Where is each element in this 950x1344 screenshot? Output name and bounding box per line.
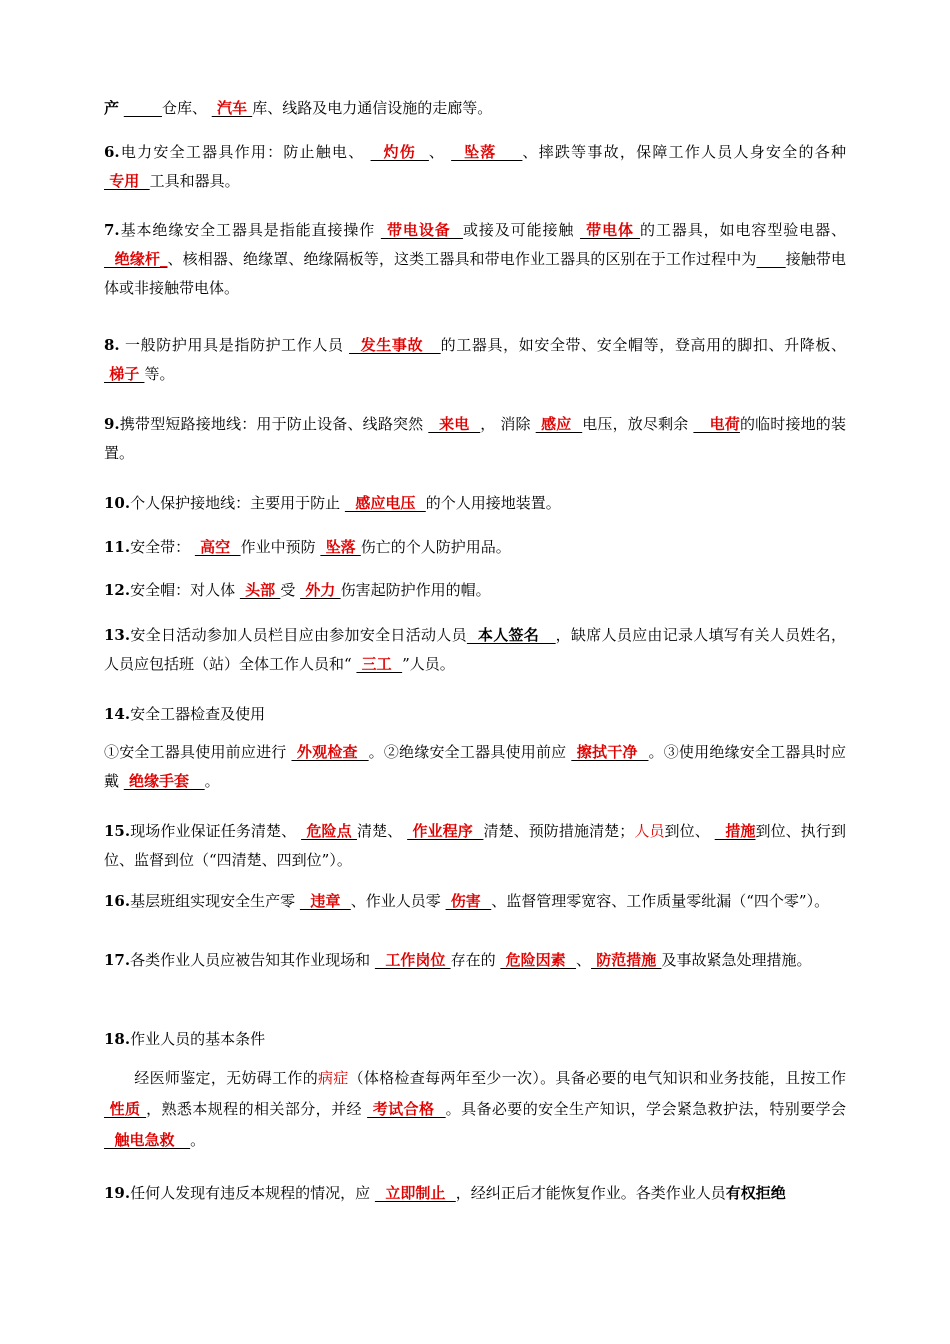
answer: 伤害 — [445, 892, 492, 910]
paragraph-9 — [104, 410, 846, 468]
text: 、摔跌等事故，保障工作人员人身安全的各种 — [522, 143, 846, 161]
answer: 外力 — [300, 581, 341, 599]
text: 到位、执行到位、监督到位（“四清楚、四到位”）。 — [104, 822, 846, 869]
paragraph-12 — [104, 576, 846, 605]
answer: 措施 — [714, 822, 756, 840]
text: 电压，放尽剩余 — [582, 415, 694, 433]
answer: 考试合格 — [367, 1100, 446, 1118]
text: 到位、 — [664, 822, 715, 840]
text: 各类作业人员应被告知其作业现场和 — [130, 951, 375, 969]
text: 。 — [190, 1131, 206, 1149]
item-number: 13. — [104, 626, 131, 644]
answer: 电荷 — [693, 415, 740, 433]
item-number: 17. — [104, 951, 131, 969]
answer: 危险点 — [301, 822, 357, 840]
text: 。③使用绝缘安全工器具时应戴 — [104, 743, 846, 790]
paragraph-16 — [104, 889, 846, 913]
text: 任何人发现有违反本规程的情况，应 — [130, 1184, 375, 1202]
item-number: 6. — [104, 143, 120, 161]
answer: 发生事故 — [349, 336, 441, 354]
text: 及事故紧急处理措施。 — [661, 951, 812, 969]
item-number: 16. — [104, 892, 131, 910]
answer: 头部 — [239, 581, 281, 599]
red-text: 病症 — [318, 1069, 349, 1087]
item-number: 15. — [104, 822, 131, 840]
answer: 触电急救 — [104, 1131, 191, 1149]
text: 作业人员的基本条件 — [130, 1030, 266, 1048]
paragraph-19 — [104, 1179, 846, 1208]
text: 。②绝缘安全工器具使用前应 — [368, 743, 572, 761]
answer: 梯子 — [104, 365, 145, 383]
paragraph-7 — [104, 216, 846, 303]
text: 基本绝缘安全工器具是指能直接操作 — [119, 221, 381, 239]
answer: 高空 — [194, 538, 241, 556]
text: 仓库、 — [161, 99, 212, 117]
text: 、作业人员零 — [350, 892, 446, 910]
answer: 感应电压 — [344, 494, 426, 512]
answer: 绝缘手套 — [123, 772, 205, 790]
lead-word: 产 — [104, 99, 120, 117]
text: 的临时接地的装置。 — [104, 415, 846, 462]
text: ①安全工器具使用前应进行 — [104, 743, 292, 761]
answer: 本人签名 — [466, 626, 556, 644]
answer: 危险因素 — [500, 951, 577, 969]
text: ，经纠正后才能恢复作业。各类作业人员 — [455, 1184, 726, 1202]
paragraph-5-tail — [104, 94, 846, 123]
text: 库、线路及电力通信设施的走廊等。 — [252, 99, 493, 117]
item-number: 8. — [104, 336, 120, 354]
text: 或接及可能接触 — [462, 221, 581, 239]
text: 、监督管理零宽容、工作质量零纰漏（“四个零”）。 — [491, 892, 830, 910]
item-number: 11. — [104, 538, 131, 556]
text: 安全带： — [130, 538, 195, 556]
text: 、 — [576, 951, 592, 969]
answer: 违章 — [299, 892, 351, 910]
text: ， 消除 — [480, 415, 536, 433]
answer: 绝缘杆_ — [104, 250, 168, 268]
answer: 防范措施 — [591, 951, 662, 969]
paragraph-6 — [104, 138, 846, 196]
text: 清楚、 — [356, 822, 408, 840]
text: ，缺席人员应由记录人填写有关人员姓名，人员应包括班（站）全体工作人员和“ — [104, 626, 846, 673]
paragraph-8 — [104, 331, 846, 389]
bold-text: 有权拒绝 — [725, 1184, 786, 1202]
text: 安全日活动参加人员栏目应由参加安全日活动人员 — [130, 626, 467, 644]
text: 伤害起防护作用的帽。 — [340, 581, 491, 599]
item-number: 19. — [104, 1184, 131, 1202]
paragraph-10 — [104, 489, 846, 518]
paragraph-14-body — [104, 738, 846, 796]
text: 接触带电体或非接触带电体。 — [104, 250, 846, 297]
paragraph-14 — [104, 700, 846, 729]
text: （体格检查每两年至少一次）。具备必要的电气知识和业务技能，且按工作 — [348, 1069, 846, 1087]
text: 一般防护用具是指防护工作人员 — [119, 336, 350, 354]
answer: 带电设备 — [380, 221, 463, 239]
red-text: 人员 — [634, 822, 665, 840]
text: ，熟悉本规程的相关部分，并经 — [146, 1100, 368, 1118]
answer: 作业程序 — [407, 822, 484, 840]
text: 、 — [428, 143, 452, 161]
paragraph-18 — [104, 1025, 846, 1054]
answer: 工作岗位 — [374, 951, 451, 969]
text: 安全帽：对人体 — [130, 581, 240, 599]
text: 安全工器检查及使用 — [130, 705, 266, 723]
text: ”人员。 — [402, 655, 455, 673]
text: 等。 — [144, 365, 175, 383]
text: 的工器具，如安全带、安全帽等，登高用的脚扣、升降板、 — [440, 336, 846, 354]
answer: 灼伤 — [370, 143, 429, 161]
blank — [756, 250, 785, 268]
item-number: 14. — [104, 705, 131, 723]
text: 存在的 — [450, 951, 501, 969]
answer: 来电 — [428, 415, 481, 433]
answer: 感应 — [535, 415, 583, 433]
item-number: 10. — [104, 494, 131, 512]
text: 个人保护接地线：主要用于防止 — [130, 494, 345, 512]
answer: 三工 — [356, 655, 403, 673]
text: 伤亡的个人防护用品。 — [360, 538, 511, 556]
text: 电力安全工器具作用：防止触电、 — [119, 143, 371, 161]
answer: 汽车 — [211, 99, 253, 117]
answer: 坠落 — [451, 143, 523, 161]
paragraph-13 — [104, 621, 846, 679]
paragraph-11 — [104, 533, 846, 562]
paragraph-18-body — [104, 1063, 846, 1156]
text: 基层班组实现安全生产零 — [130, 892, 300, 910]
text: 工具和器具。 — [149, 172, 240, 190]
answer: 坠落 — [320, 538, 361, 556]
text: 携带型短路接地线：用于防止设备、线路突然 — [119, 415, 429, 433]
blank — [124, 99, 162, 117]
item-number: 18. — [104, 1030, 131, 1048]
paragraph-17 — [104, 946, 846, 975]
answer: 带电体 — [580, 221, 641, 239]
paragraph-15 — [104, 817, 846, 875]
answer: 性质 — [104, 1100, 147, 1118]
text: 、核相器、绝缘罩、绝缘隔板等，这类工器具和带电作业工器具的区别在于工作过程中为 — [167, 250, 757, 268]
item-number: 12. — [104, 581, 131, 599]
text: 现场作业保证任务清楚、 — [130, 822, 302, 840]
answer: 专用 — [104, 172, 150, 190]
text: 。 — [204, 772, 220, 790]
item-number: 7. — [104, 221, 120, 239]
item-number: 9. — [104, 415, 120, 433]
text: 。具备必要的安全生产知识，学会紧急救护法，特别要学会 — [445, 1100, 846, 1118]
text: 受 — [280, 581, 301, 599]
answer: 立即制止 — [374, 1184, 456, 1202]
text: 的工器具，如电容型验电器、 — [640, 221, 846, 239]
text: 作业中预防 — [240, 538, 321, 556]
answer: 擦拭干净 — [571, 743, 649, 761]
text: 经医师鉴定，无妨碍工作的 — [134, 1069, 318, 1087]
text: 的个人用接地装置。 — [425, 494, 561, 512]
text: 清楚、预防措施清楚； — [483, 822, 635, 840]
answer: 外观检查 — [291, 743, 369, 761]
